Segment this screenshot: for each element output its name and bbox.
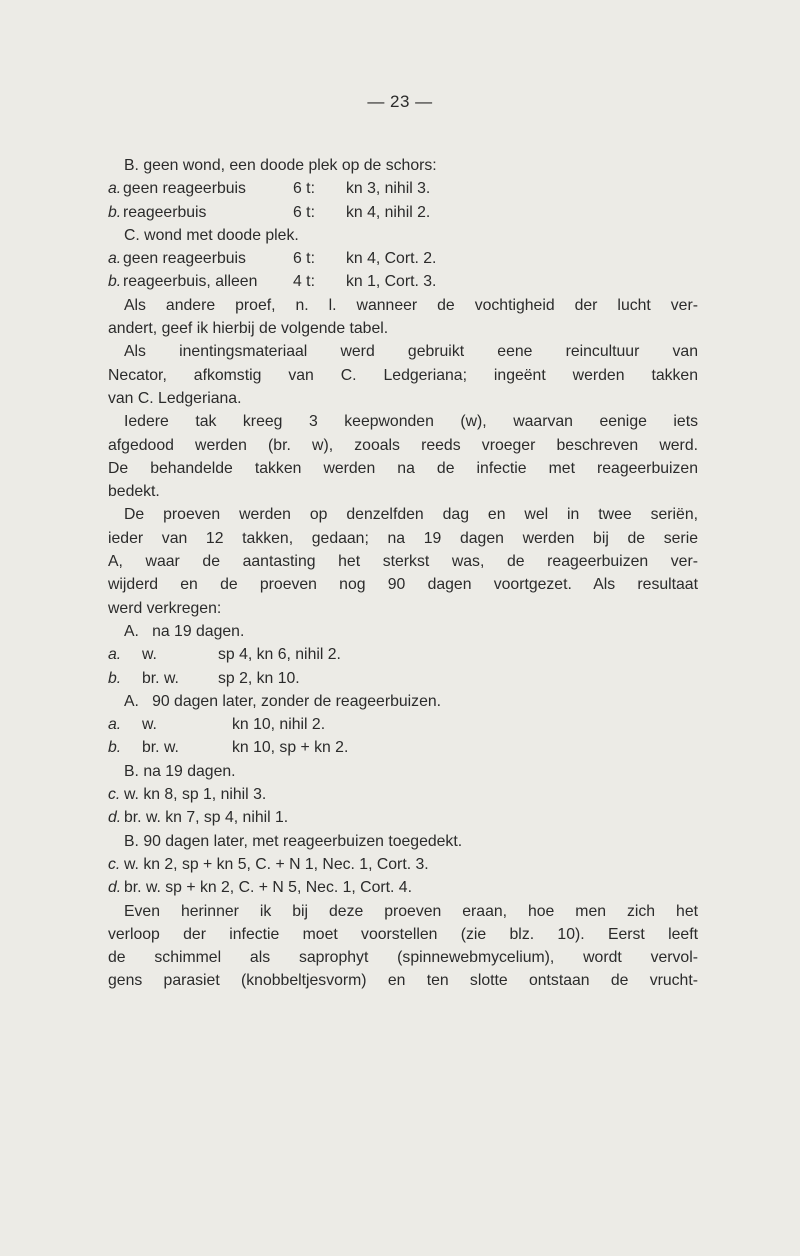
paragraph-line: Necator, afkomstig van C. Ledgeriana; ingeënt werden takken xyxy=(108,366,698,384)
table-row xyxy=(108,713,698,736)
paragraph-line: wijderd en de proeven nog 90 dagen voortgezet. Als resultaat xyxy=(108,576,698,594)
table-row xyxy=(108,201,698,224)
paragraph-line: andert, geef ik hierbij de volgende tabel. xyxy=(108,320,389,338)
section-heading: B. 90 dagen later, met reageerbuizen toegedekt. xyxy=(124,832,463,850)
row-label: a. xyxy=(108,250,122,268)
paragraph-line: verloop der infectie moet voorstellen (zie blz. 10). Eerst leeft xyxy=(108,925,698,943)
row-time: 6 t: xyxy=(293,180,315,198)
table-row xyxy=(108,667,698,690)
paragraph-line: de schimmel als saprophyt (spinnewebmycelium), wordt vervol- xyxy=(108,949,698,967)
row-result: kn 3, nihil 3. xyxy=(346,180,431,198)
row-label: d. xyxy=(108,879,122,897)
row-name: geen reageerbuis xyxy=(123,250,246,268)
row-text: br. w. kn 7, sp 4, nihil 1. xyxy=(124,809,289,827)
row-time: 6 t: xyxy=(293,203,315,221)
row-label: a. xyxy=(108,180,122,198)
row-label: b. xyxy=(108,739,122,757)
paragraph-line: Even herinner ik bij deze proeven eraan, hoe men zich het xyxy=(124,902,698,920)
row-time: 4 t: xyxy=(293,273,315,291)
row-name: br. w. xyxy=(142,669,179,687)
paragraph-line: werd verkregen: xyxy=(108,599,222,617)
row-label: c. xyxy=(108,855,121,873)
paragraph-line: afgedood werden (br. w), zooals reeds vroeger beschreven werd. xyxy=(108,436,698,454)
row-time: 6 t: xyxy=(293,250,315,268)
row-result: kn 4, nihil 2. xyxy=(346,203,431,221)
row-name: reageerbuis xyxy=(123,203,207,221)
row-result: sp 4, kn 6, nihil 2. xyxy=(218,646,341,664)
paragraph-line: ieder van 12 takken, gedaan; na 19 dagen werden bij de serie xyxy=(108,529,698,547)
paragraph-line: Als inentingsmateriaal werd gebruikt eene reincultuur van xyxy=(124,343,698,361)
table-row xyxy=(108,270,698,293)
row-name: geen reageerbuis xyxy=(123,180,246,198)
table-row xyxy=(108,643,698,666)
row-result: kn 10, nihil 2. xyxy=(232,716,326,734)
section-heading: A. 90 dagen later, zonder de reageerbuizen. xyxy=(124,692,442,710)
table-row xyxy=(108,736,698,759)
paragraph-line: van C. Ledgeriana. xyxy=(108,389,242,407)
row-name: reageerbuis, alleen xyxy=(123,273,258,291)
text-line: B. geen wond, een doode plek op de schors: xyxy=(124,157,437,174)
page-body xyxy=(108,154,698,993)
section-heading: A. na 19 dagen. xyxy=(124,622,245,640)
table-row xyxy=(108,876,698,899)
text-line: C. wond met doode plek. xyxy=(124,226,299,244)
row-label: b. xyxy=(108,203,122,221)
table-row xyxy=(108,783,698,806)
page-number: — 23 — xyxy=(367,92,433,111)
section-heading: B. na 19 dagen. xyxy=(124,762,236,780)
row-label: d. xyxy=(108,809,122,827)
row-name: w. xyxy=(142,646,157,664)
paragraph-line: A, waar de aantasting het sterkst was, de reageerbuizen ver- xyxy=(108,553,698,571)
table-row xyxy=(108,247,698,270)
row-label: b. xyxy=(108,273,122,291)
row-name: br. w. xyxy=(142,739,179,757)
row-label: a. xyxy=(108,716,122,734)
row-label: c. xyxy=(108,786,121,804)
paragraph-line: bedekt. xyxy=(108,483,160,501)
paragraph-line: De behandelde takken werden na de infectie met reageerbuizen xyxy=(108,459,698,477)
paragraph-line: gens parasiet (knobbeltjesvorm) en ten slotte ontstaan de vrucht- xyxy=(108,972,698,990)
row-text: w. kn 2, sp + kn 5, C. + N 1, Nec. 1, Cort. 3. xyxy=(124,855,429,873)
row-label: b. xyxy=(108,669,122,687)
row-result: kn 4, Cort. 2. xyxy=(346,250,437,268)
row-result: sp 2, kn 10. xyxy=(218,669,300,687)
paragraph-line: De proeven werden op denzelfden dag en wel in twee seriën, xyxy=(124,506,698,524)
row-label: a. xyxy=(108,646,122,664)
paragraph-line: Iedere tak kreeg 3 keepwonden (w), waarvan eenige iets xyxy=(124,413,698,431)
table-row xyxy=(108,853,698,876)
row-name: w. xyxy=(142,716,157,734)
paragraph-line: Als andere proef, n. l. wanneer de vochtigheid der lucht ver- xyxy=(124,296,698,314)
table-row xyxy=(108,177,698,200)
row-result: kn 10, sp + kn 2. xyxy=(232,739,349,757)
row-result: kn 1, Cort. 3. xyxy=(346,273,437,291)
row-text: w. kn 8, sp 1, nihil 3. xyxy=(124,786,267,804)
table-row xyxy=(108,806,698,829)
row-text: br. w. sp + kn 2, C. + N 5, Nec. 1, Cort. 4. xyxy=(124,879,412,897)
